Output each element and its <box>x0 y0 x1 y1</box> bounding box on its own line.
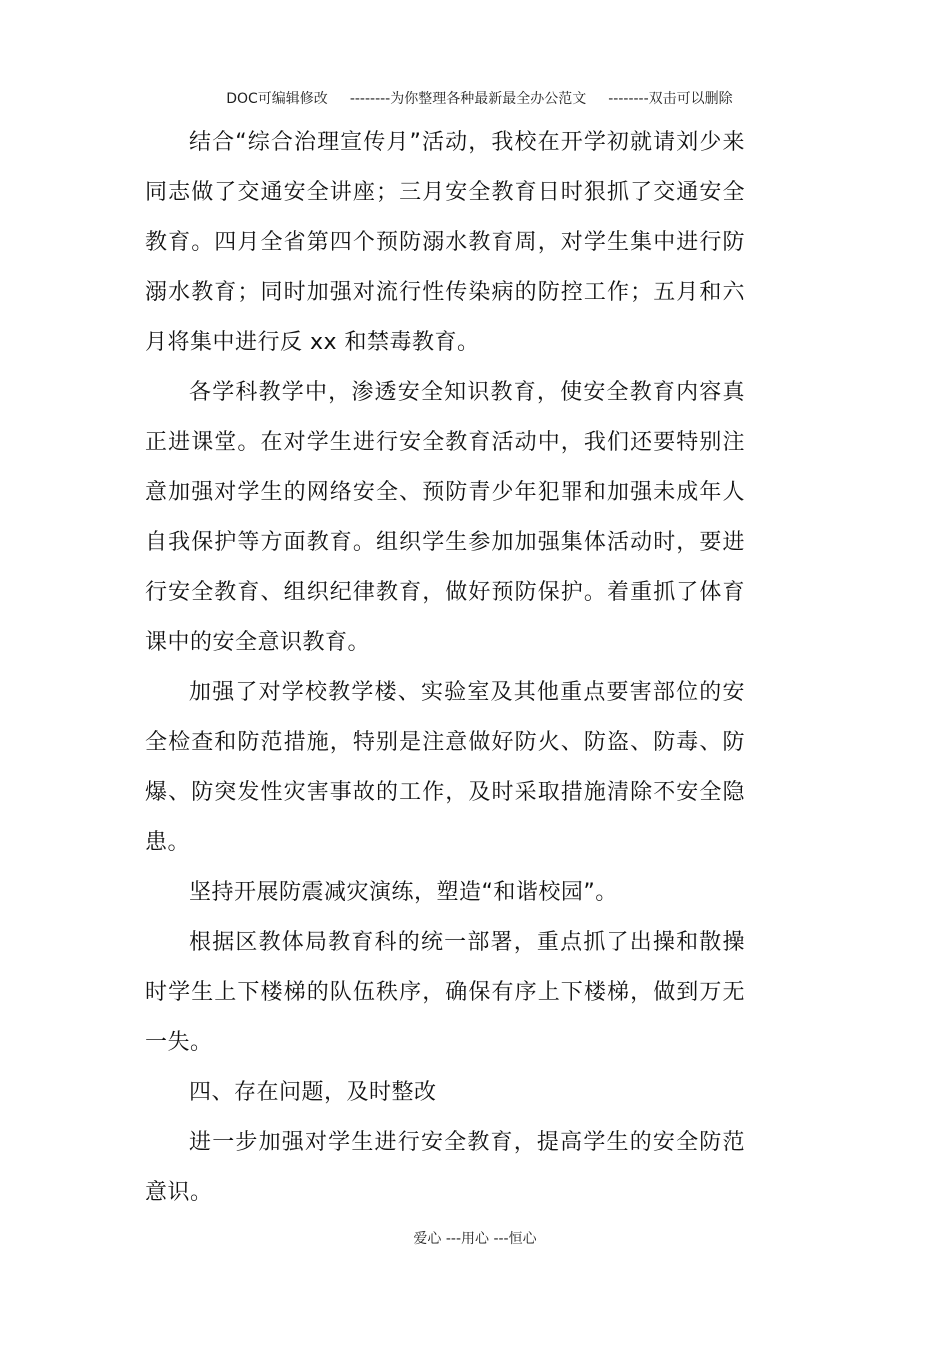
paragraph-facility-safety: 加强了对学校教学楼、实验室及其他重点要害部位的安全检查和防范措施，特别是注意做好防火、防盗、防毒、防爆、防突发性灾害事故的工作，及时采取措施清除不安全隐患。 <box>145 680 745 855</box>
paragraph-stairway-order: 根据区教体局教育科的统一部署，重点抓了出操和散操时学生上下楼梯的队伍秩序，确保有序上下楼梯，做到万无一失。 <box>145 930 745 1055</box>
section-heading-issues: 四、存在问题，及时整改 <box>189 1080 437 1105</box>
header-left-text: DOC可编辑修改 <box>226 91 328 107</box>
paragraph-subject-teaching: 各学科教学中，渗透安全知识教育，使安全教育内容真正进课堂。在对学生进行安全教育活动中，我们还要特别注意加强对学生的网络安全、预防青少年犯罪和加强未成年人自我保护等方面教育。组织学生参加加强集体活动时，要进行安全教育、组织纪律教育，做好预防保护。着重抓了体育课中的安全意识教育。 <box>145 380 745 655</box>
paragraph-campaign: 结合“综合治理宣传月”活动，我校在开学初就请刘少来同志做了交通安全讲座；三月安全教育日时狠抓了交通安全教育。四月全省第四个预防溺水教育周，对学生集中进行防溺水教育；同时加强对流行性传染病的防控工作；五月和六月将集中进行反 xx 和禁毒教育。 <box>145 130 745 355</box>
header-right-text: --------双击可以删除 <box>608 91 733 107</box>
page-footer: 爱心 ---用心 ---恒心 <box>413 1231 537 1247</box>
document-body <box>145 118 745 1218</box>
paragraph-drills: 坚持开展防震减灾演练，塑造“和谐校园”。 <box>189 880 618 905</box>
paragraph-improvement: 进一步加强对学生进行安全教育，提高学生的安全防范意识。 <box>145 1130 745 1205</box>
page-header <box>0 72 950 108</box>
header-middle-text: --------为你整理各种最新最全办公范文 <box>349 91 587 107</box>
